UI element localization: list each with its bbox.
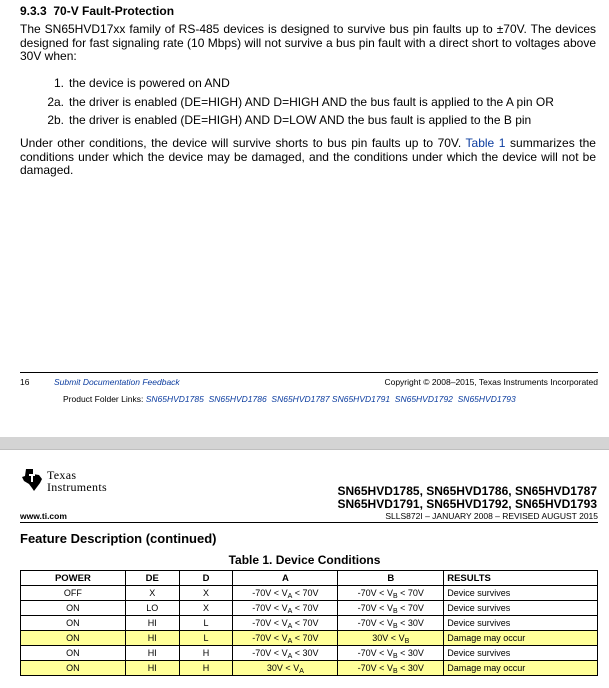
cell-de: HI <box>125 646 179 661</box>
product-link[interactable]: SN65HVD1786 <box>208 394 267 404</box>
table-caption: Table 1. Device Conditions <box>228 553 381 567</box>
col-header-de: DE <box>125 571 179 586</box>
cell-d: H <box>179 661 233 676</box>
cell-result: Damage may occur <box>444 631 598 646</box>
list-item-number: 1. <box>53 76 64 90</box>
list-item-text: the driver is enabled (DE=HIGH) AND D=HIGH AND the bus fault is applied to the A pin OR <box>69 95 554 109</box>
part-numbers <box>338 485 597 510</box>
col-header-power: POWER <box>21 571 126 586</box>
feature-heading: Feature Description (continued) <box>20 531 217 546</box>
outro-text: Under other conditions, the device will survive shorts to bus pin faults up to 70V. <box>20 136 462 150</box>
cell-result: Device survives <box>444 601 598 616</box>
footer-divider <box>20 372 598 373</box>
cell-power: ON <box>21 661 126 676</box>
col-header-d: D <box>179 571 233 586</box>
col-header-a: A <box>233 571 338 586</box>
cell-result: Device survives <box>444 586 598 601</box>
table-row <box>21 646 598 661</box>
outro-text-rest: summarizes the conditions under which the device may be damaged, and the conditions under which the device will not be damaged. <box>20 136 596 177</box>
cell-d: X <box>179 586 233 601</box>
list-item-number: 2b. <box>47 113 64 127</box>
col-header-b: B <box>338 571 444 586</box>
cell-d: L <box>179 616 233 631</box>
cell-result: Device survives <box>444 646 598 661</box>
table-row <box>21 586 598 601</box>
cell-b: $-70V < V_B < 70V$ <box>338 601 444 616</box>
list-item <box>0 95 609 109</box>
page-number: 16 <box>20 377 30 387</box>
list-item-number: 2a. <box>47 95 64 109</box>
cell-result: Damage may occur <box>444 661 598 676</box>
cell-a: $-70V < V_A < 30V$ <box>233 646 338 661</box>
cell-a: $-70V < V_A < 70V$ <box>233 631 338 646</box>
doc-id: SLLS872I – JANUARY 2008 – REVISED AUGUST 2015 <box>385 511 598 521</box>
page-gap-edge <box>0 449 609 450</box>
cell-de: HI <box>125 631 179 646</box>
cell-power: ON <box>21 601 126 616</box>
ti-logo <box>20 468 150 494</box>
product-link[interactable]: SN65HVD1793 <box>457 394 516 404</box>
cell-b: $-70V < V_B < 30V$ <box>338 646 444 661</box>
cell-d: L <box>179 631 233 646</box>
page-gap <box>0 437 609 449</box>
device-conditions-table <box>20 570 598 676</box>
cell-power: ON <box>21 631 126 646</box>
cell-de: HI <box>125 661 179 676</box>
list-item-text: the device is powered on AND <box>69 76 230 90</box>
cell-a: $-70V < V_A < 70V$ <box>233 586 338 601</box>
cell-a: $-70V < V_A < 70V$ <box>233 616 338 631</box>
header-divider <box>20 522 598 523</box>
cell-power: ON <box>21 646 126 661</box>
list-item <box>0 76 609 90</box>
cell-a: $30V < V_A$ <box>233 661 338 676</box>
cell-power: OFF <box>21 586 126 601</box>
product-folder-links <box>63 394 516 404</box>
table-row <box>21 631 598 646</box>
section-heading <box>20 4 174 18</box>
intro-paragraph: The SN65HVD17xx family of RS-485 devices is designed to survive bus pin faults up to ±70V. The devices designed for fast signaling rate (10 Mbps) will not survive a bus pin fault with a direct short to voltages above 30V when: <box>20 22 596 63</box>
cell-b: $-70V < V_B < 30V$ <box>338 661 444 676</box>
col-header-results: RESULTS <box>444 571 598 586</box>
table-row <box>21 616 598 631</box>
part-numbers-line1: SN65HVD1785, SN65HVD1786, SN65HVD1787 <box>337 484 597 498</box>
cell-b: $30V < V_B$ <box>338 631 444 646</box>
cell-d: H <box>179 646 233 661</box>
table-row <box>21 661 598 676</box>
section-number: 9.3.3 <box>20 4 47 18</box>
cell-result: Device survives <box>444 616 598 631</box>
outro-paragraph <box>20 137 596 178</box>
cell-b: $-70V < V_B < 30V$ <box>338 616 444 631</box>
cell-de: LO <box>125 601 179 616</box>
cell-de: X <box>125 586 179 601</box>
product-link[interactable]: SN65HVD1791 <box>331 394 391 404</box>
section-title: 70-V Fault-Protection <box>53 4 175 18</box>
cell-power: ON <box>21 616 126 631</box>
ti-logo-line1: Texas <box>47 468 77 482</box>
product-link[interactable]: SN65HVD1787 <box>271 394 330 404</box>
part-numbers-line2: SN65HVD1791, SN65HVD1792, SN65HVD1793 <box>337 496 597 511</box>
table-header-row <box>21 571 598 586</box>
cell-b: $-70V < V_B < 70V$ <box>338 586 444 601</box>
table-1-link[interactable]: Table 1 <box>465 136 506 150</box>
cell-a: $-70V < V_A < 70V$ <box>233 601 338 616</box>
product-folder-label: Product Folder Links: <box>63 394 144 404</box>
copyright: Copyright © 2008–2015, Texas Instruments Incorporated <box>384 377 598 387</box>
cell-de: HI <box>125 616 179 631</box>
list-item-text: the driver is enabled (DE=HIGH) AND D=LOW AND the bus fault is applied to the B pin <box>69 113 532 127</box>
product-link[interactable]: SN65HVD1785 <box>145 394 204 404</box>
website-link[interactable]: www.ti.com <box>20 511 67 521</box>
cell-d: X <box>179 601 233 616</box>
table-row <box>21 601 598 616</box>
ti-state-icon <box>20 468 44 492</box>
submit-feedback-link[interactable]: Submit Documentation Feedback <box>54 377 180 387</box>
product-link[interactable]: SN65HVD1792 <box>394 394 453 404</box>
list-item <box>0 113 609 127</box>
ti-logo-line2: Instruments <box>47 480 107 494</box>
